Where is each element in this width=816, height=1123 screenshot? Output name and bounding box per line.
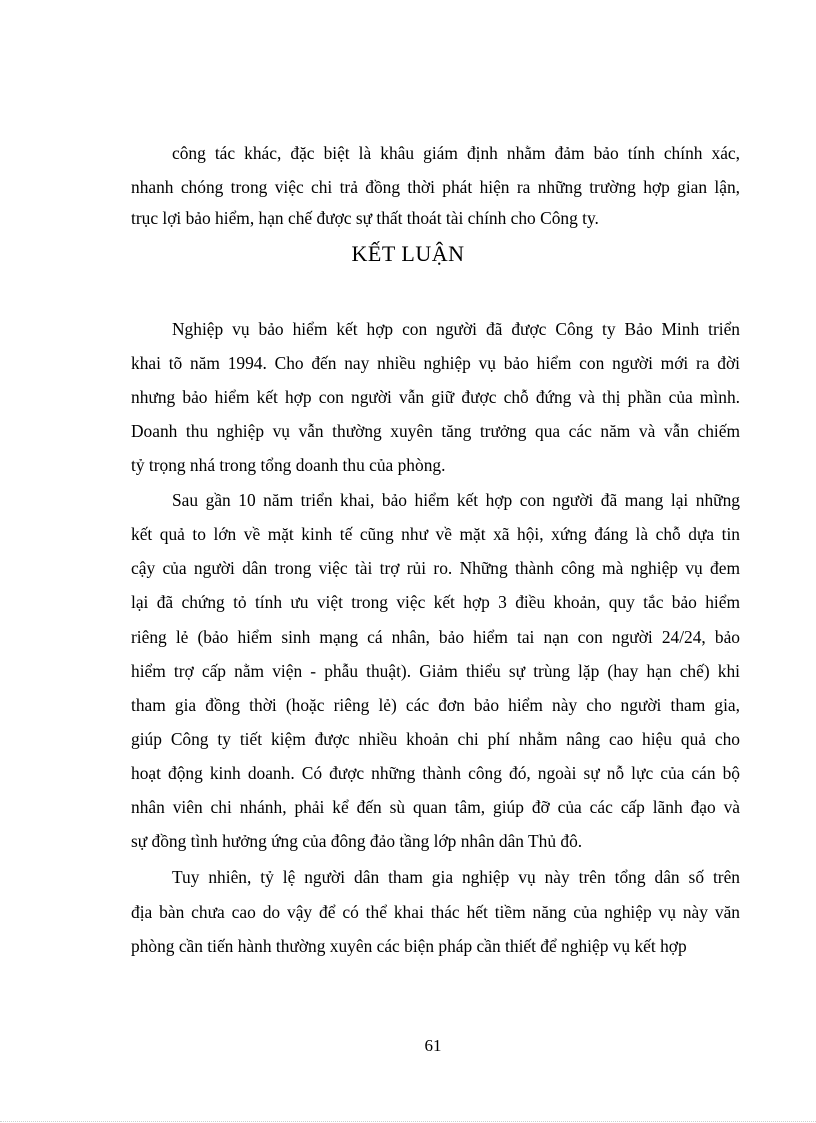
- paragraph-line: Sau gần 10 năm triển khai, bảo hiểm kết hợp con người đã mang lại những: [172, 490, 740, 510]
- paragraph-line: hiểm trợ cấp nằm viện - phẫu thuật). Giảm thiểu sự trùng lặp (hay hạn chế) khi: [131, 661, 740, 681]
- intro-line: trục lợi bảo hiểm, hạn chế được sự thất thoát tài chính cho Công ty.: [131, 208, 599, 228]
- paragraph-line: Tuy nhiên, tỷ lệ người dân tham gia nghiệp vụ này trên tổng dân số trên: [172, 867, 740, 887]
- intro-line: công tác khác, đặc biệt là khâu giám định nhằm đảm bảo tính chính xác,: [172, 143, 740, 163]
- paragraph-line: tham gia đồng thời (hoặc riêng lẻ) các đơn bảo hiểm này cho người tham gia,: [131, 695, 740, 715]
- paragraph-line: lại đã chứng tỏ tính ưu việt trong việc kết hợp 3 điều khoản, quy tắc bảo hiểm: [131, 592, 740, 612]
- paragraph-line: Doanh thu nghiệp vụ vẫn thường xuyên tăng trưởng qua các năm và vẫn chiếm: [131, 421, 740, 441]
- paragraph-line: phòng cần tiến hành thường xuyên các biện pháp cần thiết để nghiệp vụ kết hợp: [131, 936, 687, 956]
- intro-line: nhanh chóng trong việc chi trả đồng thời phát hiện ra những trường hợp gian lận,: [131, 177, 740, 197]
- section-heading: KẾT LUẬN: [351, 241, 465, 266]
- paragraph-line: hoạt động kinh doanh. Có được những thành công đó, ngoài sự nỗ lực của cán bộ: [131, 763, 740, 783]
- paragraph-line: sự đồng tình hưởng ứng của đông đảo tầng lớp nhân dân Thủ đô.: [131, 831, 583, 851]
- page-number: 61: [424, 1036, 442, 1055]
- paragraph-line: khai tõ năm 1994. Cho đến nay nhiều nghiệp vụ bảo hiểm con người mới ra đời: [131, 353, 740, 373]
- paragraph-line: địa bàn chưa cao do vậy để có thể khai thác hết tiềm năng của nghiệp vụ này văn: [131, 902, 740, 922]
- paragraph-line: Nghiệp vụ bảo hiểm kết hợp con người đã được Công ty Bảo Minh triển: [172, 319, 740, 339]
- page-edge-divider: [0, 1121, 816, 1122]
- paragraph-line: tỷ trọng nhá trong tổng doanh thu của phòng.: [131, 455, 446, 475]
- paragraph-line: nhân viên chi nhánh, phải kể đến sù quan tâm, giúp đỡ của các cấp lãnh đạo và: [131, 797, 740, 817]
- paragraph-line: nhưng bảo hiểm kết hợp con người vẫn giữ được chỗ đứng và thị phần của mình.: [131, 387, 740, 407]
- paragraph-line: cậy của người dân trong việc tài trợ rủi ro. Những thành công mà nghiệp vụ đem: [131, 558, 740, 578]
- paragraph-line: riêng lẻ (bảo hiểm sinh mạng cá nhân, bảo hiểm tai nạn con người 24/24, bảo: [131, 627, 740, 647]
- paragraph-line: giúp Công ty tiết kiệm được nhiều khoản chi phí nhằm nâng cao hiệu quả cho: [131, 729, 740, 749]
- paragraph-line: kết quả to lớn về mặt kinh tế cũng như về mặt xã hội, xứng đáng là chỗ dựa tin: [131, 524, 740, 544]
